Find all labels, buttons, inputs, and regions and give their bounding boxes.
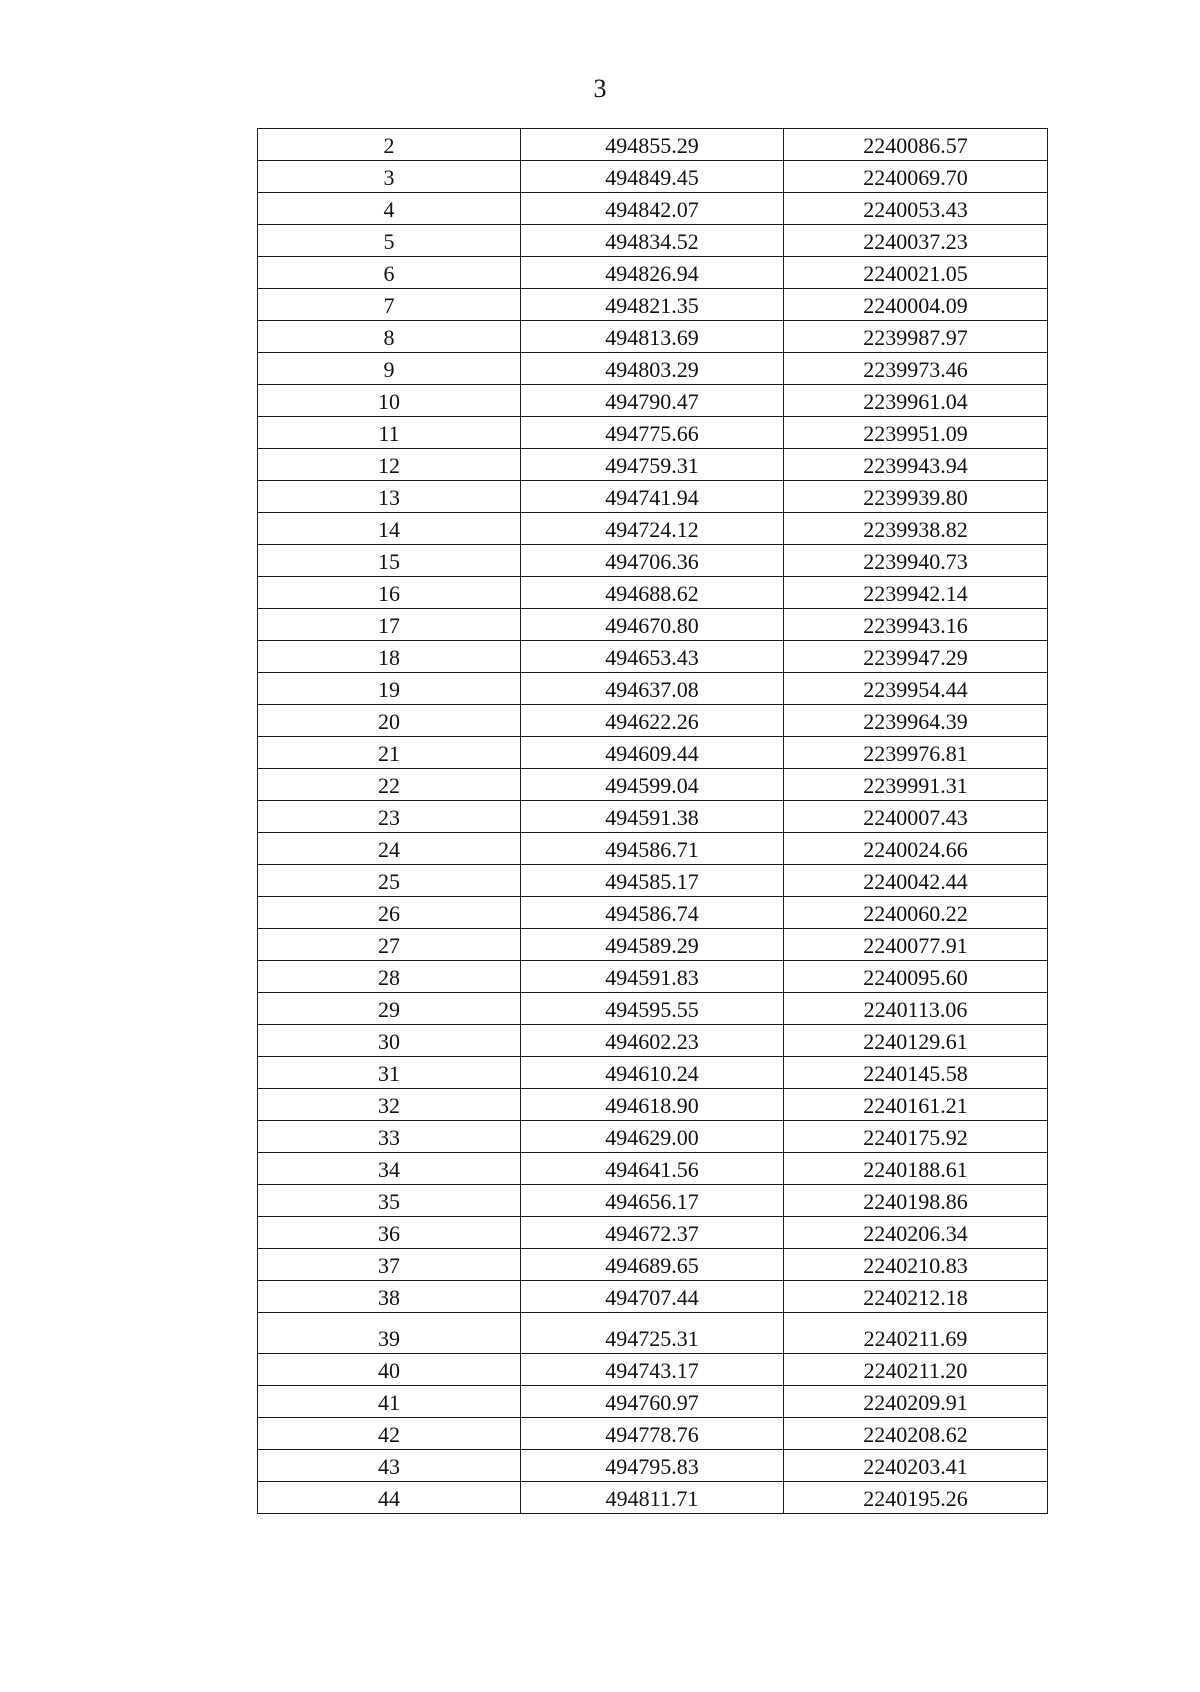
- table-row: [258, 1089, 1048, 1121]
- x-coordinate-cell: 494610.24: [521, 1057, 784, 1089]
- x-coordinate-cell: 494759.31: [521, 449, 784, 481]
- y-coordinate-cell: 2240095.60: [784, 961, 1048, 993]
- table-row: [258, 193, 1048, 225]
- y-coordinate-cell: 2239947.29: [784, 641, 1048, 673]
- y-coordinate-cell: 2240060.22: [784, 897, 1048, 929]
- x-coordinate-cell: 494609.44: [521, 737, 784, 769]
- table-row: [258, 609, 1048, 641]
- table-row: [258, 1450, 1048, 1482]
- table-row: [258, 961, 1048, 993]
- point-number-cell: 33: [258, 1121, 521, 1153]
- x-coordinate-cell: 494855.29: [521, 129, 784, 161]
- x-coordinate-cell: 494586.74: [521, 897, 784, 929]
- point-number-cell: 27: [258, 929, 521, 961]
- x-coordinate-cell: 494826.94: [521, 257, 784, 289]
- point-number-cell: 34: [258, 1153, 521, 1185]
- x-coordinate-cell: 494672.37: [521, 1217, 784, 1249]
- y-coordinate-cell: 2240198.86: [784, 1185, 1048, 1217]
- point-number-cell: 10: [258, 385, 521, 417]
- y-coordinate-cell: 2240195.26: [784, 1482, 1048, 1514]
- point-number-cell: 11: [258, 417, 521, 449]
- y-coordinate-cell: 2240211.69: [784, 1313, 1048, 1354]
- point-number-cell: 2: [258, 129, 521, 161]
- table-row: [258, 737, 1048, 769]
- y-coordinate-cell: 2240210.83: [784, 1249, 1048, 1281]
- coordinates-table: [257, 128, 1048, 1514]
- x-coordinate-cell: 494641.56: [521, 1153, 784, 1185]
- table-row: [258, 769, 1048, 801]
- x-coordinate-cell: 494688.62: [521, 577, 784, 609]
- x-coordinate-cell: 494589.29: [521, 929, 784, 961]
- y-coordinate-cell: 2240209.91: [784, 1386, 1048, 1418]
- x-coordinate-cell: 494725.31: [521, 1313, 784, 1354]
- y-coordinate-cell: 2240203.41: [784, 1450, 1048, 1482]
- table-row: [258, 897, 1048, 929]
- x-coordinate-cell: 494670.80: [521, 609, 784, 641]
- x-coordinate-cell: 494811.71: [521, 1482, 784, 1514]
- table-row: [258, 417, 1048, 449]
- table-row: [258, 577, 1048, 609]
- point-number-cell: 8: [258, 321, 521, 353]
- table-row: [258, 385, 1048, 417]
- point-number-cell: 39: [258, 1313, 521, 1354]
- table-row: [258, 513, 1048, 545]
- table-row: [258, 1121, 1048, 1153]
- point-number-cell: 26: [258, 897, 521, 929]
- point-number-cell: 6: [258, 257, 521, 289]
- y-coordinate-cell: 2240024.66: [784, 833, 1048, 865]
- y-coordinate-cell: 2240037.23: [784, 225, 1048, 257]
- x-coordinate-cell: 494586.71: [521, 833, 784, 865]
- x-coordinate-cell: 494795.83: [521, 1450, 784, 1482]
- point-number-cell: 17: [258, 609, 521, 641]
- table-row: [258, 1313, 1048, 1354]
- point-number-cell: 18: [258, 641, 521, 673]
- y-coordinate-cell: 2240211.20: [784, 1354, 1048, 1386]
- point-number-cell: 16: [258, 577, 521, 609]
- table-row: [258, 865, 1048, 897]
- x-coordinate-cell: 494724.12: [521, 513, 784, 545]
- table-row: [258, 129, 1048, 161]
- table-row: [258, 673, 1048, 705]
- point-number-cell: 35: [258, 1185, 521, 1217]
- point-number-cell: 20: [258, 705, 521, 737]
- point-number-cell: 24: [258, 833, 521, 865]
- y-coordinate-cell: 2240129.61: [784, 1025, 1048, 1057]
- x-coordinate-cell: 494842.07: [521, 193, 784, 225]
- y-coordinate-cell: 2240069.70: [784, 161, 1048, 193]
- x-coordinate-cell: 494834.52: [521, 225, 784, 257]
- x-coordinate-cell: 494618.90: [521, 1089, 784, 1121]
- y-coordinate-cell: 2239987.97: [784, 321, 1048, 353]
- y-coordinate-cell: 2239939.80: [784, 481, 1048, 513]
- point-number-cell: 21: [258, 737, 521, 769]
- x-coordinate-cell: 494595.55: [521, 993, 784, 1025]
- y-coordinate-cell: 2240208.62: [784, 1418, 1048, 1450]
- x-coordinate-cell: 494741.94: [521, 481, 784, 513]
- point-number-cell: 22: [258, 769, 521, 801]
- x-coordinate-cell: 494591.83: [521, 961, 784, 993]
- y-coordinate-cell: 2240212.18: [784, 1281, 1048, 1313]
- y-coordinate-cell: 2240145.58: [784, 1057, 1048, 1089]
- point-number-cell: 30: [258, 1025, 521, 1057]
- x-coordinate-cell: 494629.00: [521, 1121, 784, 1153]
- table-row: [258, 1354, 1048, 1386]
- y-coordinate-cell: 2239943.16: [784, 609, 1048, 641]
- point-number-cell: 19: [258, 673, 521, 705]
- point-number-cell: 44: [258, 1482, 521, 1514]
- point-number-cell: 3: [258, 161, 521, 193]
- point-number-cell: 38: [258, 1281, 521, 1313]
- point-number-cell: 42: [258, 1418, 521, 1450]
- x-coordinate-cell: 494790.47: [521, 385, 784, 417]
- y-coordinate-cell: 2240004.09: [784, 289, 1048, 321]
- x-coordinate-cell: 494743.17: [521, 1354, 784, 1386]
- point-number-cell: 15: [258, 545, 521, 577]
- x-coordinate-cell: 494591.38: [521, 801, 784, 833]
- x-coordinate-cell: 494706.36: [521, 545, 784, 577]
- point-number-cell: 12: [258, 449, 521, 481]
- table-row: [258, 1281, 1048, 1313]
- x-coordinate-cell: 494821.35: [521, 289, 784, 321]
- y-coordinate-cell: 2240007.43: [784, 801, 1048, 833]
- y-coordinate-cell: 2239976.81: [784, 737, 1048, 769]
- point-number-cell: 40: [258, 1354, 521, 1386]
- table-row: [258, 929, 1048, 961]
- x-coordinate-cell: 494813.69: [521, 321, 784, 353]
- table-row: [258, 545, 1048, 577]
- y-coordinate-cell: 2239951.09: [784, 417, 1048, 449]
- y-coordinate-cell: 2239961.04: [784, 385, 1048, 417]
- x-coordinate-cell: 494602.23: [521, 1025, 784, 1057]
- y-coordinate-cell: 2240053.43: [784, 193, 1048, 225]
- y-coordinate-cell: 2240086.57: [784, 129, 1048, 161]
- point-number-cell: 4: [258, 193, 521, 225]
- table-row: [258, 449, 1048, 481]
- table-row: [258, 257, 1048, 289]
- table-row: [258, 1153, 1048, 1185]
- page-number: 3: [593, 74, 607, 103]
- table-row: [258, 1057, 1048, 1089]
- x-coordinate-cell: 494599.04: [521, 769, 784, 801]
- point-number-cell: 14: [258, 513, 521, 545]
- y-coordinate-cell: 2239940.73: [784, 545, 1048, 577]
- y-coordinate-cell: 2240113.06: [784, 993, 1048, 1025]
- table-row: [258, 1249, 1048, 1281]
- table-row: [258, 1025, 1048, 1057]
- y-coordinate-cell: 2239964.39: [784, 705, 1048, 737]
- point-number-cell: 36: [258, 1217, 521, 1249]
- y-coordinate-cell: 2240021.05: [784, 257, 1048, 289]
- x-coordinate-cell: 494778.76: [521, 1418, 784, 1450]
- table-row: [258, 641, 1048, 673]
- table-row: [258, 705, 1048, 737]
- table-row: [258, 321, 1048, 353]
- point-number-cell: 25: [258, 865, 521, 897]
- point-number-cell: 9: [258, 353, 521, 385]
- x-coordinate-cell: 494622.26: [521, 705, 784, 737]
- table-row: [258, 1217, 1048, 1249]
- x-coordinate-cell: 494585.17: [521, 865, 784, 897]
- x-coordinate-cell: 494707.44: [521, 1281, 784, 1313]
- y-coordinate-cell: 2240188.61: [784, 1153, 1048, 1185]
- point-number-cell: 41: [258, 1386, 521, 1418]
- y-coordinate-cell: 2240206.34: [784, 1217, 1048, 1249]
- table-row: [258, 1418, 1048, 1450]
- table-row: [258, 1185, 1048, 1217]
- x-coordinate-cell: 494653.43: [521, 641, 784, 673]
- table-row: [258, 993, 1048, 1025]
- table-row: [258, 481, 1048, 513]
- point-number-cell: 32: [258, 1089, 521, 1121]
- point-number-cell: 31: [258, 1057, 521, 1089]
- point-number-cell: 5: [258, 225, 521, 257]
- point-number-cell: 43: [258, 1450, 521, 1482]
- coordinates-table-body: [258, 129, 1048, 1514]
- x-coordinate-cell: 494775.66: [521, 417, 784, 449]
- y-coordinate-cell: 2239954.44: [784, 673, 1048, 705]
- y-coordinate-cell: 2239943.94: [784, 449, 1048, 481]
- y-coordinate-cell: 2240161.21: [784, 1089, 1048, 1121]
- point-number-cell: 7: [258, 289, 521, 321]
- table-row: [258, 1482, 1048, 1514]
- x-coordinate-cell: 494803.29: [521, 353, 784, 385]
- point-number-cell: 23: [258, 801, 521, 833]
- x-coordinate-cell: 494656.17: [521, 1185, 784, 1217]
- x-coordinate-cell: 494637.08: [521, 673, 784, 705]
- x-coordinate-cell: 494689.65: [521, 1249, 784, 1281]
- y-coordinate-cell: 2239973.46: [784, 353, 1048, 385]
- y-coordinate-cell: 2240042.44: [784, 865, 1048, 897]
- y-coordinate-cell: 2239942.14: [784, 577, 1048, 609]
- x-coordinate-cell: 494760.97: [521, 1386, 784, 1418]
- y-coordinate-cell: 2239991.31: [784, 769, 1048, 801]
- table-row: [258, 225, 1048, 257]
- y-coordinate-cell: 2239938.82: [784, 513, 1048, 545]
- table-row: [258, 1386, 1048, 1418]
- point-number-cell: 13: [258, 481, 521, 513]
- table-row: [258, 161, 1048, 193]
- point-number-cell: 29: [258, 993, 521, 1025]
- point-number-cell: 28: [258, 961, 521, 993]
- table-row: [258, 289, 1048, 321]
- table-row: [258, 833, 1048, 865]
- table-row: [258, 353, 1048, 385]
- table-row: [258, 801, 1048, 833]
- point-number-cell: 37: [258, 1249, 521, 1281]
- y-coordinate-cell: 2240077.91: [784, 929, 1048, 961]
- y-coordinate-cell: 2240175.92: [784, 1121, 1048, 1153]
- x-coordinate-cell: 494849.45: [521, 161, 784, 193]
